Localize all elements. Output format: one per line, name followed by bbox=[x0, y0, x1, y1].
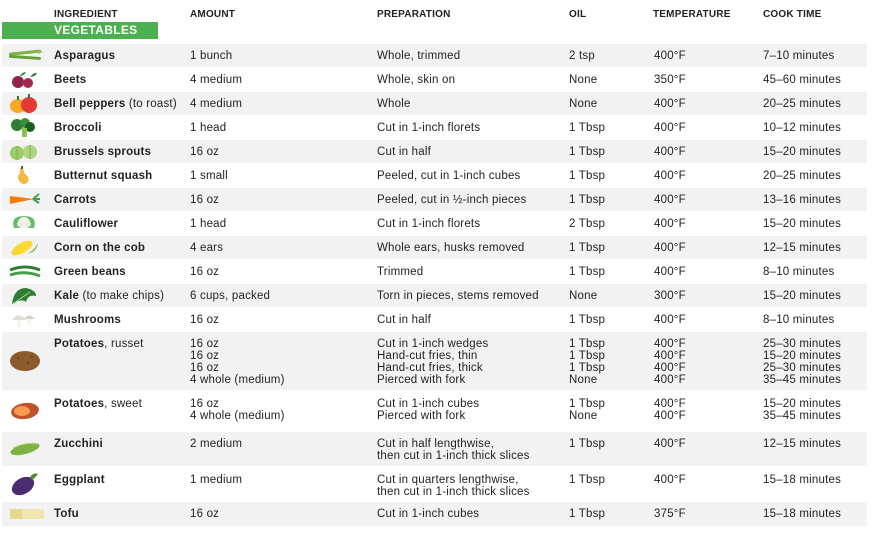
cauliflower-icon bbox=[8, 214, 40, 239]
ingredient-name bbox=[54, 122, 102, 134]
oil-cell-line: None bbox=[569, 410, 598, 422]
cook-time-cell bbox=[763, 194, 841, 206]
table-row bbox=[2, 260, 867, 283]
table-row bbox=[2, 332, 867, 390]
amount-cell-line: 1 head bbox=[190, 122, 227, 134]
temperature-cell bbox=[654, 508, 686, 520]
table-row bbox=[2, 92, 867, 115]
cook-time-cell bbox=[763, 398, 841, 422]
cook-time-cell-line: 15–20 minutes bbox=[763, 290, 842, 302]
table-row bbox=[2, 44, 867, 67]
preparation-cell-line: Hand-cut fries, thick bbox=[377, 362, 483, 374]
cook-time-cell bbox=[763, 266, 834, 278]
oil-cell-line: 1 Tbsp bbox=[569, 362, 606, 374]
temperature-cell-line: 400°F bbox=[654, 218, 686, 230]
temperature-cell bbox=[654, 122, 686, 134]
header-ingredient: INGREDIENT bbox=[54, 9, 118, 20]
preparation-cell bbox=[377, 266, 423, 278]
ingredient-note: (to roast) bbox=[125, 98, 177, 110]
amount-cell-line: 4 ears bbox=[190, 242, 224, 254]
temperature-cell-line: 400°F bbox=[654, 410, 686, 422]
oil-cell-line: 2 tsp bbox=[569, 50, 595, 62]
beet-icon bbox=[8, 71, 38, 94]
table-row bbox=[2, 502, 867, 526]
ingredient-name-text: Mushrooms bbox=[54, 314, 121, 326]
preparation-cell bbox=[377, 290, 539, 302]
temperature-cell bbox=[654, 74, 686, 86]
corn-icon bbox=[8, 239, 40, 262]
ingredient-name bbox=[54, 438, 103, 450]
cook-time-cell bbox=[763, 122, 841, 134]
ingredient-name bbox=[54, 170, 152, 182]
amount-cell-line: 16 oz bbox=[190, 350, 220, 362]
amount-cell bbox=[190, 74, 242, 86]
amount-cell bbox=[190, 398, 285, 422]
temperature-cell bbox=[654, 98, 686, 110]
preparation-cell bbox=[377, 122, 480, 134]
amount-cell-line: 6 cups, packed bbox=[190, 290, 271, 302]
cook-time-cell bbox=[763, 74, 841, 86]
cook-time-cell bbox=[763, 290, 841, 302]
temperature-cell bbox=[654, 438, 686, 450]
preparation-cell-line: Peeled, cut in 1-inch cubes bbox=[377, 170, 521, 182]
ingredient-name-text: Potatoes bbox=[54, 338, 105, 350]
carrot-icon bbox=[8, 192, 40, 213]
cook-time-cell bbox=[763, 242, 841, 254]
preparation-cell bbox=[377, 338, 488, 386]
amount-cell-line: 1 small bbox=[190, 170, 228, 182]
amount-cell-line: 16 oz bbox=[190, 146, 220, 158]
preparation-cell bbox=[377, 314, 431, 326]
ingredient-note: , sweet bbox=[104, 398, 143, 410]
bell-pepper-icon bbox=[8, 94, 40, 119]
amount-cell bbox=[190, 338, 285, 386]
temperature-cell bbox=[654, 398, 686, 422]
oil-cell bbox=[569, 122, 605, 134]
cook-time-cell-line: 8–10 minutes bbox=[763, 266, 835, 278]
broccoli-icon bbox=[8, 118, 40, 143]
amount-cell-line: 1 medium bbox=[190, 474, 243, 486]
oil-cell-line: None bbox=[569, 290, 598, 302]
temperature-cell-line: 400°F bbox=[654, 314, 686, 326]
oil-cell-line: None bbox=[569, 74, 598, 86]
table-row bbox=[2, 212, 867, 235]
preparation-cell-line: Peeled, cut in ½-inch pieces bbox=[377, 194, 527, 206]
amount-cell bbox=[190, 266, 219, 278]
amount-cell bbox=[190, 122, 226, 134]
ingredient-name-text: Corn on the cob bbox=[54, 242, 146, 254]
temperature-cell-line: 400°F bbox=[654, 242, 686, 254]
temperature-cell-line: 400°F bbox=[654, 170, 686, 182]
temperature-cell-line: 375°F bbox=[654, 508, 686, 520]
amount-cell-line: 4 whole (medium) bbox=[190, 410, 285, 422]
amount-cell bbox=[190, 98, 242, 110]
preparation-cell-line: Whole, trimmed bbox=[377, 50, 461, 62]
ingredient-name bbox=[54, 398, 142, 410]
table-row bbox=[2, 236, 867, 259]
header-temperature: TEMPERATURE bbox=[653, 9, 731, 20]
russet-potato-icon bbox=[8, 348, 44, 379]
oil-cell-line: 1 Tbsp bbox=[569, 266, 606, 278]
oil-cell-line: 1 Tbsp bbox=[569, 338, 606, 350]
table-row bbox=[2, 308, 867, 331]
preparation-cell-line: Cut in 1-inch cubes bbox=[377, 508, 480, 520]
cook-time-cell-line: 15–20 minutes bbox=[763, 218, 842, 230]
amount-cell bbox=[190, 170, 228, 182]
amount-cell-line: 16 oz bbox=[190, 338, 220, 350]
oil-cell bbox=[569, 98, 597, 110]
cook-time-cell-line: 15–20 minutes bbox=[763, 398, 842, 410]
preparation-cell-line: Trimmed bbox=[377, 266, 424, 278]
temperature-cell-line: 400°F bbox=[654, 122, 686, 134]
cook-time-cell bbox=[763, 314, 834, 326]
oil-cell-line: 1 Tbsp bbox=[569, 314, 606, 326]
oil-cell bbox=[569, 474, 605, 486]
ingredient-name-text: Eggplant bbox=[54, 474, 105, 486]
oil-cell bbox=[569, 194, 605, 206]
oil-cell-line: 1 Tbsp bbox=[569, 474, 606, 486]
preparation-cell bbox=[377, 398, 479, 422]
table-row bbox=[2, 432, 867, 466]
cook-time-cell-line: 15–20 minutes bbox=[763, 350, 842, 362]
oil-cell bbox=[569, 508, 605, 520]
preparation-cell bbox=[377, 194, 526, 206]
cook-time-cell-line: 25–30 minutes bbox=[763, 338, 842, 350]
ingredient-name-text: Beets bbox=[54, 74, 87, 86]
temperature-cell bbox=[654, 170, 686, 182]
amount-cell bbox=[190, 290, 270, 302]
preparation-cell-line: Cut in 1-inch florets bbox=[377, 218, 481, 230]
cook-time-cell-line: 12–15 minutes bbox=[763, 438, 842, 450]
preparation-cell bbox=[377, 98, 411, 110]
temperature-cell-line: 400°F bbox=[654, 350, 686, 362]
temperature-cell-line: 400°F bbox=[654, 374, 686, 386]
ingredient-name-text: Asparagus bbox=[54, 50, 116, 62]
amount-cell-line: 4 medium bbox=[190, 74, 243, 86]
temperature-cell bbox=[654, 146, 686, 158]
preparation-cell bbox=[377, 50, 460, 62]
cook-time-cell bbox=[763, 338, 841, 386]
temperature-cell-line: 300°F bbox=[654, 290, 686, 302]
temperature-cell bbox=[654, 50, 686, 62]
cook-time-cell-line: 12–15 minutes bbox=[763, 242, 842, 254]
cook-time-cell bbox=[763, 438, 841, 450]
temperature-cell-line: 400°F bbox=[654, 474, 686, 486]
cook-time-cell bbox=[763, 170, 841, 182]
oil-cell-line: 1 Tbsp bbox=[569, 146, 606, 158]
ingredient-name-text: Bell peppers bbox=[54, 98, 126, 110]
temperature-cell-line: 350°F bbox=[654, 74, 686, 86]
table-row bbox=[2, 68, 867, 91]
temperature-cell bbox=[654, 266, 686, 278]
amount-cell bbox=[190, 474, 242, 486]
temperature-cell-line: 400°F bbox=[654, 438, 686, 450]
cook-time-cell-line: 20–25 minutes bbox=[763, 98, 842, 110]
cook-time-cell-line: 10–12 minutes bbox=[763, 122, 842, 134]
oil-cell bbox=[569, 438, 605, 450]
cook-time-cell-line: 45–60 minutes bbox=[763, 74, 842, 86]
preparation-cell bbox=[377, 242, 525, 254]
tofu-icon bbox=[8, 507, 46, 526]
preparation-cell bbox=[377, 146, 431, 158]
cook-time-cell bbox=[763, 474, 841, 486]
temperature-cell bbox=[654, 338, 686, 386]
ingredient-name bbox=[54, 194, 96, 206]
oil-cell-line: 2 Tbsp bbox=[569, 218, 606, 230]
table-row bbox=[2, 392, 867, 430]
preparation-cell-line: Pierced with fork bbox=[377, 374, 466, 386]
cook-time-cell-line: 35–45 minutes bbox=[763, 374, 842, 386]
ingredient-name-text: Butternut squash bbox=[54, 170, 153, 182]
preparation-cell-line: Cut in 1-inch wedges bbox=[377, 338, 489, 350]
ingredient-name bbox=[54, 74, 86, 86]
amount-cell-line: 2 medium bbox=[190, 438, 243, 450]
amount-cell bbox=[190, 314, 219, 326]
table-row bbox=[2, 284, 867, 307]
temperature-cell-line: 400°F bbox=[654, 398, 686, 410]
oil-cell bbox=[569, 146, 605, 158]
butternut-squash-icon bbox=[8, 166, 40, 191]
amount-cell bbox=[190, 242, 223, 254]
header-cook-time: COOK TIME bbox=[763, 9, 822, 20]
amount-cell-line: 16 oz bbox=[190, 398, 220, 410]
ingredient-name bbox=[54, 338, 143, 350]
preparation-cell bbox=[377, 218, 480, 230]
amount-cell bbox=[190, 146, 219, 158]
amount-cell-line: 4 medium bbox=[190, 98, 243, 110]
amount-cell bbox=[190, 218, 226, 230]
amount-cell-line: 1 bunch bbox=[190, 50, 233, 62]
header-amount: AMOUNT bbox=[190, 9, 236, 20]
oil-cell bbox=[569, 170, 605, 182]
oil-cell bbox=[569, 314, 605, 326]
kale-icon bbox=[8, 286, 40, 311]
oil-cell-line: 1 Tbsp bbox=[569, 170, 606, 182]
temperature-cell-line: 400°F bbox=[654, 50, 686, 62]
ingredient-name bbox=[54, 50, 115, 62]
preparation-cell bbox=[377, 438, 530, 462]
temperature-cell-line: 400°F bbox=[654, 266, 686, 278]
amount-cell bbox=[190, 508, 219, 520]
cook-time-cell bbox=[763, 218, 841, 230]
oil-cell-line: 1 Tbsp bbox=[569, 398, 606, 410]
oil-cell bbox=[569, 290, 597, 302]
oil-cell-line: 1 Tbsp bbox=[569, 350, 606, 362]
temperature-cell-line: 400°F bbox=[654, 362, 686, 374]
amount-cell-line: 16 oz bbox=[190, 508, 220, 520]
amount-cell-line: 4 whole (medium) bbox=[190, 374, 285, 386]
ingredient-name bbox=[54, 266, 126, 278]
amount-cell bbox=[190, 194, 219, 206]
oil-cell bbox=[569, 242, 605, 254]
table-row bbox=[2, 140, 867, 163]
oil-cell bbox=[569, 266, 605, 278]
preparation-cell-line: Cut in 1-inch cubes bbox=[377, 398, 480, 410]
ingredient-name-text: Brussels sprouts bbox=[54, 146, 152, 158]
ingredient-name-text: Carrots bbox=[54, 194, 97, 206]
brussels-sprouts-icon bbox=[8, 143, 40, 166]
ingredient-name-text: Kale bbox=[54, 290, 80, 302]
table-row bbox=[2, 164, 867, 187]
amount-cell-line: 16 oz bbox=[190, 314, 220, 326]
ingredient-name-text: Potatoes bbox=[54, 398, 105, 410]
preparation-cell-line: then cut in 1-inch thick slices bbox=[377, 486, 530, 498]
amount-cell-line: 1 head bbox=[190, 218, 227, 230]
oil-cell-line: None bbox=[569, 374, 598, 386]
cook-time-cell-line: 7–10 minutes bbox=[763, 50, 835, 62]
category-label: VEGETABLES bbox=[2, 22, 158, 39]
preparation-cell-line: Cut in quarters lengthwise, bbox=[377, 474, 519, 486]
temperature-cell-line: 400°F bbox=[654, 194, 686, 206]
ingredient-name bbox=[54, 242, 145, 254]
preparation-cell bbox=[377, 170, 520, 182]
amount-cell-line: 16 oz bbox=[190, 194, 220, 206]
table-row bbox=[2, 468, 867, 500]
temperature-cell-line: 400°F bbox=[654, 338, 686, 350]
ingredient-name bbox=[54, 474, 105, 486]
oil-cell-line: 1 Tbsp bbox=[569, 438, 606, 450]
cook-time-cell-line: 13–16 minutes bbox=[763, 194, 842, 206]
oil-cell-line: 1 Tbsp bbox=[569, 194, 606, 206]
preparation-cell-line: then cut in 1-inch thick slices bbox=[377, 450, 530, 462]
temperature-cell bbox=[654, 290, 686, 302]
cook-time-cell bbox=[763, 98, 841, 110]
cook-time-cell-line: 15–18 minutes bbox=[763, 508, 842, 520]
ingredient-name-text: Green beans bbox=[54, 266, 126, 278]
temperature-cell-line: 400°F bbox=[654, 98, 686, 110]
zucchini-icon bbox=[8, 440, 42, 463]
preparation-cell-line: Whole ears, husks removed bbox=[377, 242, 525, 254]
temperature-cell-line: 400°F bbox=[654, 146, 686, 158]
preparation-cell-line: Torn in pieces, stems removed bbox=[377, 290, 539, 302]
temperature-cell bbox=[654, 242, 686, 254]
ingredient-name bbox=[54, 290, 164, 302]
preparation-cell-line: Cut in half bbox=[377, 314, 431, 326]
cook-time-cell-line: 15–18 minutes bbox=[763, 474, 842, 486]
preparation-cell-line: Pierced with fork bbox=[377, 410, 466, 422]
ingredient-note: (to make chips) bbox=[79, 290, 165, 302]
mushroom-icon bbox=[8, 311, 38, 334]
ingredient-name bbox=[54, 218, 118, 230]
oil-cell bbox=[569, 398, 605, 422]
oil-cell-line: 1 Tbsp bbox=[569, 508, 606, 520]
cook-time-cell bbox=[763, 50, 834, 62]
cook-time-cell-line: 20–25 minutes bbox=[763, 170, 842, 182]
preparation-cell bbox=[377, 474, 530, 498]
oil-cell-line: 1 Tbsp bbox=[569, 122, 606, 134]
oil-cell bbox=[569, 74, 597, 86]
temperature-cell bbox=[654, 474, 686, 486]
ingredient-note: , russet bbox=[104, 338, 144, 350]
oil-cell bbox=[569, 50, 595, 62]
preparation-cell-line: Cut in half lengthwise, bbox=[377, 438, 495, 450]
preparation-cell-line: Whole, skin on bbox=[377, 74, 456, 86]
preparation-cell-line: Cut in half bbox=[377, 146, 431, 158]
ingredient-name bbox=[54, 314, 121, 326]
eggplant-icon bbox=[8, 471, 42, 502]
ingredient-name-text: Cauliflower bbox=[54, 218, 119, 230]
cook-time-cell-line: 15–20 minutes bbox=[763, 146, 842, 158]
amount-cell-line: 16 oz bbox=[190, 266, 220, 278]
ingredient-name bbox=[54, 146, 151, 158]
header-oil: OIL bbox=[569, 9, 587, 20]
preparation-cell bbox=[377, 74, 455, 86]
amount-cell bbox=[190, 438, 242, 450]
cook-time-cell-line: 25–30 minutes bbox=[763, 362, 842, 374]
oil-cell bbox=[569, 338, 605, 386]
ingredient-name-text: Tofu bbox=[54, 508, 79, 520]
preparation-cell-line: Hand-cut fries, thin bbox=[377, 350, 478, 362]
cook-time-cell-line: 35–45 minutes bbox=[763, 410, 842, 422]
table-row bbox=[2, 116, 867, 139]
ingredient-name bbox=[54, 98, 177, 110]
header-preparation: PREPARATION bbox=[377, 9, 451, 20]
temperature-cell bbox=[654, 218, 686, 230]
amount-cell bbox=[190, 50, 232, 62]
preparation-cell bbox=[377, 508, 479, 520]
preparation-cell-line: Whole bbox=[377, 98, 411, 110]
temperature-cell bbox=[654, 194, 686, 206]
preparation-cell-line: Cut in 1-inch florets bbox=[377, 122, 481, 134]
amount-cell-line: 16 oz bbox=[190, 362, 220, 374]
ingredient-name bbox=[54, 508, 79, 520]
cook-time-cell bbox=[763, 146, 841, 158]
oil-cell-line: 1 Tbsp bbox=[569, 242, 606, 254]
asparagus-icon bbox=[8, 48, 44, 69]
sweet-potato-icon bbox=[8, 401, 44, 426]
cook-time-cell-line: 8–10 minutes bbox=[763, 314, 835, 326]
oil-cell bbox=[569, 218, 605, 230]
oil-cell-line: None bbox=[569, 98, 598, 110]
ingredient-name-text: Zucchini bbox=[54, 438, 103, 450]
temperature-cell bbox=[654, 314, 686, 326]
table-row bbox=[2, 188, 867, 211]
green-beans-icon bbox=[8, 265, 42, 284]
ingredient-name-text: Broccoli bbox=[54, 122, 102, 134]
cook-time-cell bbox=[763, 508, 841, 520]
